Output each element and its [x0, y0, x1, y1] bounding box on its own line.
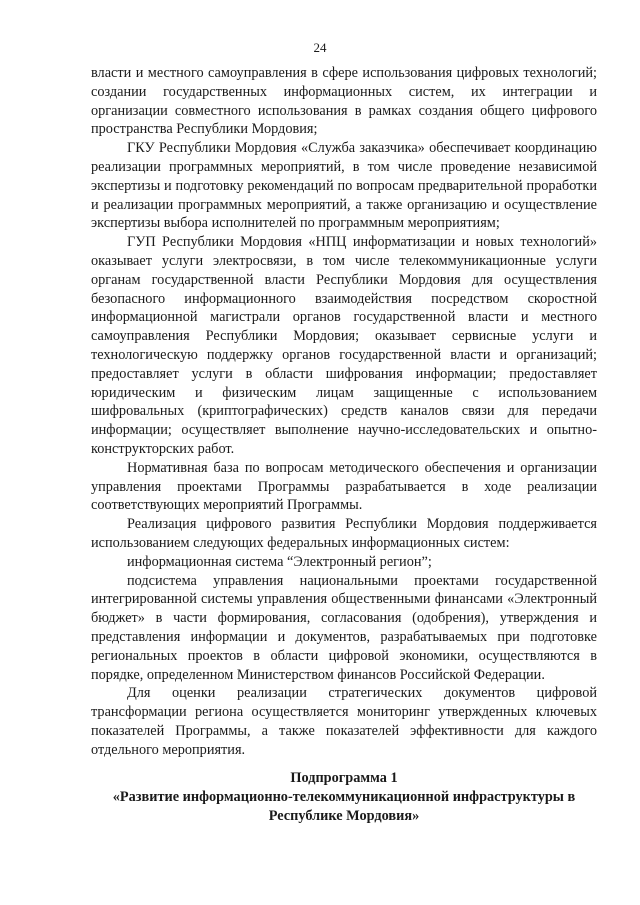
paragraph-monitoring: Для оценки реализации стратегических документов цифровой трансформации региона осуществляется мониторинг утвержденных ключевых показателей Программы, а также показателей эффективности для каждого отдельного мероприятия. — [91, 685, 597, 758]
subprogram-heading — [91, 769, 597, 826]
page-number: 24 — [313, 40, 327, 55]
subprogram-title: Подпрограмма 1 — [290, 770, 398, 786]
body-text — [91, 64, 597, 759]
paragraph-authorities: власти и местного самоуправления в сфере использования цифровых технологий; создании государственных информационных систем, их интеграции и организации совместного использования в рамках создания общего цифрового пространства Республики Мордовия; — [91, 65, 597, 138]
paragraph-federal-systems: Реализация цифрового развития Республики Мордовия поддерживается использованием следующих федеральных информационных систем: — [91, 516, 597, 551]
paragraph-electronic-budget: подсистема управления национальными проектами государственной интегрированной системы управления общественными финансами «Электронный бюджет» в части формирования, согласования (одобрения), утверждения и представления информации и документов, разрабатываемых при подготовке региональных проектов в области цифровой экономики, осуществляются в порядке, определенном Министерством финансов Российской Федерации. — [91, 572, 597, 683]
subprogram-name-line-1: «Развитие информационно-телекоммуникационной инфраструктуры в — [112, 789, 576, 805]
paragraph-normative-base: Нормативная база по вопросам методического обеспечения и организации управления проектами Программы разрабатывается в ходе реализации соответствующих мероприятий Программы. — [91, 459, 597, 514]
paragraph-electronic-region: информационная система “Электронный регион”; — [127, 553, 432, 570]
subprogram-name-line-2: Республике Мордовия» — [268, 808, 420, 824]
paragraph-gup: ГУП Республики Мордовия «НПЦ информатизации и новых технологий» оказывает услуги электросвязи, в том числе телекоммуникационные услуги органам государственной власти Республики Мордовия для осуществления безопасного информационного взаимодействия посредством скоростной информационной магистрали органов государственной власти и местного самоуправления Республики Мордовия; оказывает сервисные услуги и технологическую поддержку органов государственной власти и организаций; предоставляет услуги в области шифрования информации; предоставляет юридическим и физическим лицам защищенные с использованием шифровальных (криптографических) средств каналов связи для передачи информации; осуществляет выполнение научно-исследовательских и опытно-конструкторских работ. — [91, 234, 597, 457]
paragraph-gku: ГКУ Республики Мордовия «Служба заказчика» обеспечивает координацию реализации программных мероприятий, в том числе проведение независимой экспертизы и подготовку рекомендаций по вопросам предварительной проработки и реализации программных мероприятий, а также организацию и осуществление экспертизы выбора исполнителей по программным мероприятиям; — [91, 140, 597, 232]
